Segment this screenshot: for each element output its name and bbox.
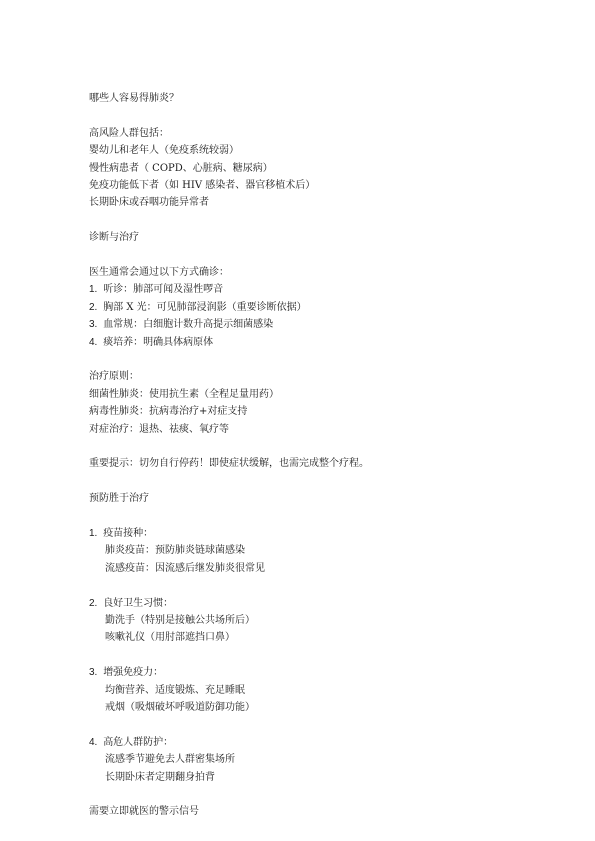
list-item: 咳嗽礼仪（用肘部遮挡口鼻） [105, 632, 235, 644]
diagnosis-heading: 诊断与治疗 [89, 232, 139, 244]
prevention-group-title [89, 734, 549, 751]
item-number: 4. [89, 336, 98, 348]
document-page [89, 90, 549, 821]
list-item: 对症治疗：退热、祛痰、氧疗等 [89, 423, 229, 435]
item-number: 3. [89, 319, 98, 331]
list-item: 均衡营养、适度锻炼、充足睡眠 [105, 684, 245, 696]
list-item: 戒烟（吸烟破坏呼吸道防御功能） [105, 702, 255, 714]
diagnosis-intro: 医生通常会通过以下方式确诊： [89, 267, 229, 279]
list-item: 病毒性肺炎：抗病毒治疗+对症支持 [89, 406, 248, 418]
item-text: 胸部 X 光：可见肺部浸润影（重要诊断依据） [103, 301, 307, 313]
prevention-group-title [89, 525, 549, 542]
list-item: 免疫功能低下者（如 HIV 感染者、器官移植术后） [89, 180, 316, 192]
warning-heading: 需要立即就医的警示信号 [89, 806, 199, 818]
treatment-intro: 治疗原则： [89, 371, 139, 383]
item-number: 2. [89, 301, 98, 313]
list-item [89, 334, 549, 351]
list-item: 慢性病患者（ COPD、心脏病、糖尿病） [89, 162, 273, 174]
prevention-group-title [89, 595, 549, 612]
list-item: 长期卧床或吞咽功能异常者 [89, 197, 209, 209]
item-number: 1. [89, 528, 98, 540]
important-notice: 重要提示：切勿自行停药！即使症状缓解，也需完成整个疗程。 [89, 458, 369, 470]
list-item: 勤洗手（特别是接触公共场所后） [105, 615, 255, 627]
list-item: 长期卧床者定期翻身拍背 [105, 771, 215, 783]
prevention-heading: 预防胜于治疗 [89, 493, 149, 505]
item-number: 4. [89, 736, 98, 748]
item-text: 血常规：白细胞计数升高提示细菌感染 [103, 319, 274, 331]
list-item: 流感疫苗：因流感后继发肺炎很常见 [105, 562, 265, 574]
item-text: 高危人群防护： [103, 736, 174, 748]
item-text: 良好卫生习惯： [103, 597, 174, 609]
prevention-group-title [89, 664, 549, 681]
item-number: 1. [89, 284, 98, 296]
list-item: 肺炎疫苗：预防肺炎链球菌感染 [105, 545, 245, 557]
who-intro: 高风险人群包括： [89, 127, 169, 139]
list-item: 婴幼儿和老年人（免疫系统较弱） [89, 145, 239, 157]
who-heading: 哪些人容易得肺炎？ [89, 93, 179, 104]
list-item [89, 299, 549, 316]
item-text: 疫苗接种： [103, 528, 154, 540]
item-text: 痰培养：明确具体病原体 [103, 336, 214, 348]
list-item: 流感季节避免去人群密集场所 [105, 754, 235, 766]
list-item [89, 281, 549, 298]
item-text: 听诊：肺部可闻及湿性啰音 [103, 284, 224, 296]
list-item: 细菌性肺炎：使用抗生素（全程足量用药） [89, 388, 279, 400]
item-number: 2. [89, 597, 98, 609]
item-text: 增强免疫力： [103, 667, 164, 679]
list-item [89, 316, 549, 333]
item-number: 3. [89, 667, 98, 679]
